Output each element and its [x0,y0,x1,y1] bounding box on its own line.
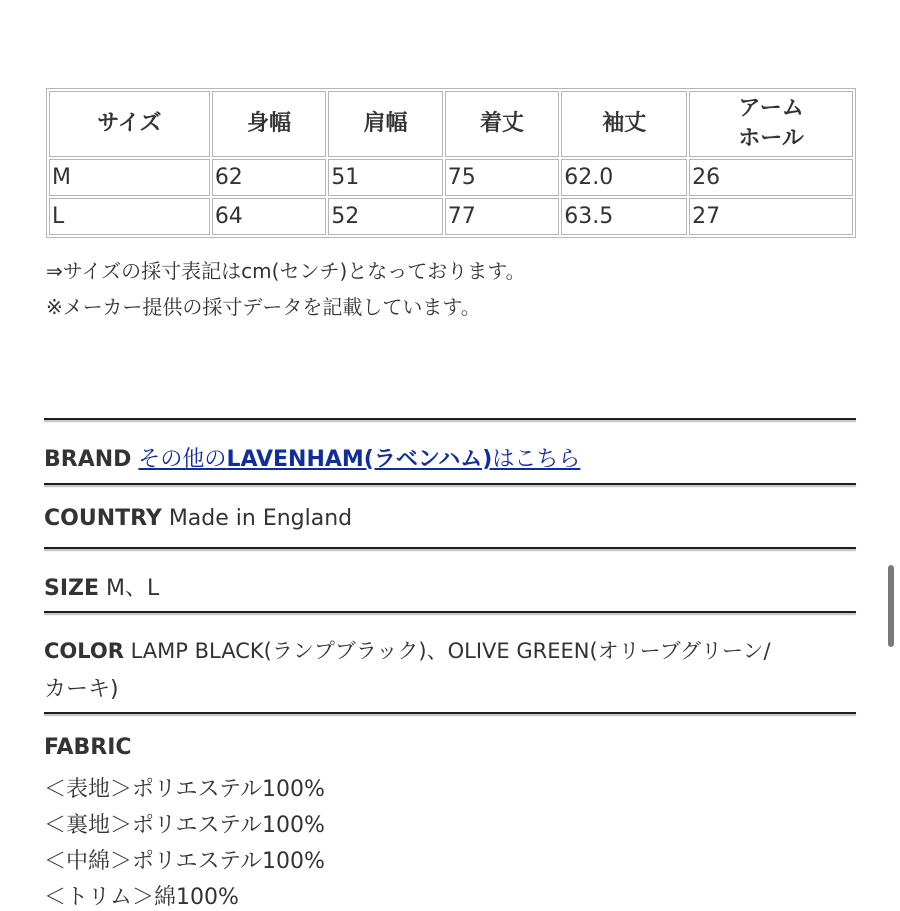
divider [44,712,856,714]
table-cell: 27 [689,198,853,235]
country-row [44,506,352,531]
table-cell: 62 [212,159,326,196]
table-header-row [49,91,853,157]
table-cell: 64 [212,198,326,235]
fabric-lining: ＜裏地＞ポリエステル100% [44,813,325,838]
divider [44,611,856,613]
table-cell: 63.5 [561,198,687,235]
table-cell: 75 [445,159,559,196]
fabric-label: FABRIC [44,735,132,760]
header-armhole [689,91,853,157]
maker-data-note: ※メーカー提供の採寸データを記載しています。 [46,295,481,319]
fabric-row [44,735,132,760]
fabric-padding: ＜中綿＞ポリエステル100% [44,849,325,874]
color-value-line2: カーキ) [44,677,119,702]
table-cell: 51 [328,159,442,196]
header-shoulder-width: 肩幅 [328,91,442,157]
size-table [46,88,856,238]
divider [44,483,856,485]
header-body-width: 身幅 [212,91,326,157]
header-length: 着丈 [445,91,559,157]
fabric-trim: ＜トリム＞綿100% [44,885,239,910]
table-cell: M [49,159,210,196]
table-cell: L [49,198,210,235]
color-row [44,635,771,665]
header-sleeve-length: 袖丈 [561,91,687,157]
brand-row [44,442,580,473]
header-size: サイズ [49,91,210,157]
header-armhole-line1: アーム [738,96,804,122]
table-row [49,198,853,235]
link-suffix: はこちら [492,447,581,472]
brand-label: BRAND [44,447,132,472]
divider [44,418,856,420]
fabric-outer: ＜表地＞ポリエステル100% [44,777,325,802]
size-label: SIZE [44,576,100,601]
table-cell: 52 [328,198,442,235]
country-label: COUNTRY [44,506,162,531]
link-prefix: その他の [138,447,227,472]
divider [44,547,856,549]
color-label: COLOR [44,639,124,663]
table-row [49,159,853,196]
header-armhole-line2: ホール [738,126,804,152]
other-brand-items-link[interactable] [138,447,580,472]
scrollbar-thumb[interactable] [888,565,894,647]
table-cell: 77 [445,198,559,235]
size-unit-note: ⇒サイズの採寸表記はcm(センチ)となっております。 [46,259,526,283]
country-value: Made in England [168,506,353,531]
table-cell: 62.0 [561,159,687,196]
link-brand-name: LAVENHAM(ラベンハム) [226,447,493,472]
size-row [44,571,159,602]
table-cell: 26 [689,159,853,196]
size-value: M、L [106,576,160,601]
color-value-line1: LAMP BLACK(ランプブラック)、OLIVE GREEN(オリーブグリーン/ [130,639,771,663]
